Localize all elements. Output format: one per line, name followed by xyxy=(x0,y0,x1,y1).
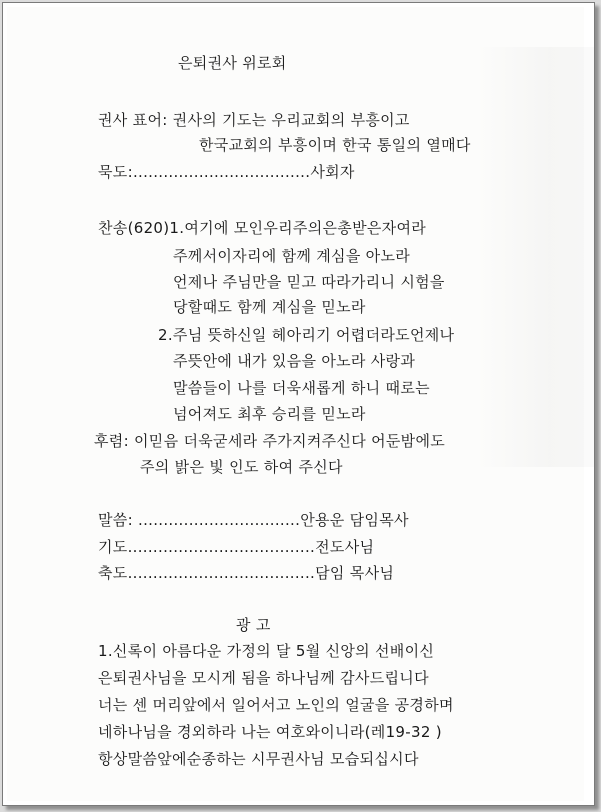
program-prayer-dots: ..................................... xyxy=(127,538,316,556)
announcement-line-4: 네하나님을 경외하라 나는 여호와이니라(레19-32 ) xyxy=(98,723,442,741)
silent-prayer-row xyxy=(98,163,355,181)
refrain-line-1 xyxy=(94,432,445,450)
program-sermon-person: 안용운 담임목사 xyxy=(300,511,409,529)
hymn-verse2-line4: 넘어져도 최후 승리를 믿노라 xyxy=(173,405,366,423)
hymn-line-1 xyxy=(98,219,426,237)
announcement-line-5: 항상말씀앞에순종하는 시무권사님 모습되십시다 xyxy=(98,750,419,768)
silent-prayer-person: 사회자 xyxy=(310,163,355,181)
page-title: 은퇴권사 위로회 xyxy=(178,54,287,72)
silent-prayer-dots: ................................... xyxy=(132,163,311,181)
program-benediction-label: 축도 xyxy=(98,564,128,582)
program-row-sermon xyxy=(98,511,409,529)
program-sermon-dots: ................................ xyxy=(138,511,301,529)
program-sermon-label: 말씀: xyxy=(98,511,133,529)
hymn-verse2-line3: 말씀들이 나를 더욱새롭게 하니 때로는 xyxy=(173,379,430,397)
announcement-line-2: 은퇴권사님을 모시게 됨을 하나님께 감사드립니다 xyxy=(98,669,429,687)
program-row-prayer xyxy=(98,538,374,556)
motto-label: 권사 표어: xyxy=(98,111,168,129)
hymn-label: 찬송(620) xyxy=(98,219,170,237)
refrain-label: 후렴: xyxy=(94,432,129,450)
hymn-verse1-line2: 주께서이자리에 함께 계심을 아노라 xyxy=(173,247,411,265)
motto-line-1 xyxy=(98,111,410,129)
refrain-text-2: 주의 밝은 빛 인도 하여 주신다 xyxy=(140,458,343,476)
hymn-verse1-line4: 당할때도 함께 계심을 믿노라 xyxy=(173,298,366,316)
program-benediction-dots: ..................................... xyxy=(127,564,316,582)
program-prayer-label: 기도 xyxy=(98,538,128,556)
document-frame xyxy=(2,2,595,806)
program-prayer-person: 전도사님 xyxy=(315,538,375,556)
announcement-line-3: 너는 센 머리앞에서 일어서고 노인의 얼굴을 공경하며 xyxy=(98,696,454,714)
hymn-verse1-line1: 1.여기에 모인우리주의은총받은자여라 xyxy=(169,219,427,237)
announcements-title: 광 고 xyxy=(236,616,271,634)
hymn-verse1-line3: 언제나 주님만을 믿고 따라가리니 시험을 xyxy=(173,273,445,291)
show-through-shadow xyxy=(477,47,595,467)
motto-text-2: 한국교회의 부흥이며 한국 통일의 열매다 xyxy=(199,136,471,154)
silent-prayer-label: 묵도: xyxy=(98,163,133,181)
announcement-line-1: 1.신록이 아름다운 가정의 달 5월 신앙의 선배이신 xyxy=(98,642,435,660)
hymn-verse2-line1: 2.주님 뜻하신일 헤아리기 어렵더라도언제나 xyxy=(158,326,455,344)
program-benediction-person: 담임 목사님 xyxy=(315,564,395,582)
scanned-page xyxy=(7,7,584,801)
motto-text-1: 권사의 기도는 우리교회의 부흥이고 xyxy=(172,111,410,129)
refrain-text-1: 이믿음 더욱굳세라 주가지켜주신다 어둔밤에도 xyxy=(134,432,446,450)
hymn-verse2-line2: 주뜻안에 내가 있음을 아노라 사랑과 xyxy=(173,352,416,370)
program-row-benediction xyxy=(98,564,394,582)
